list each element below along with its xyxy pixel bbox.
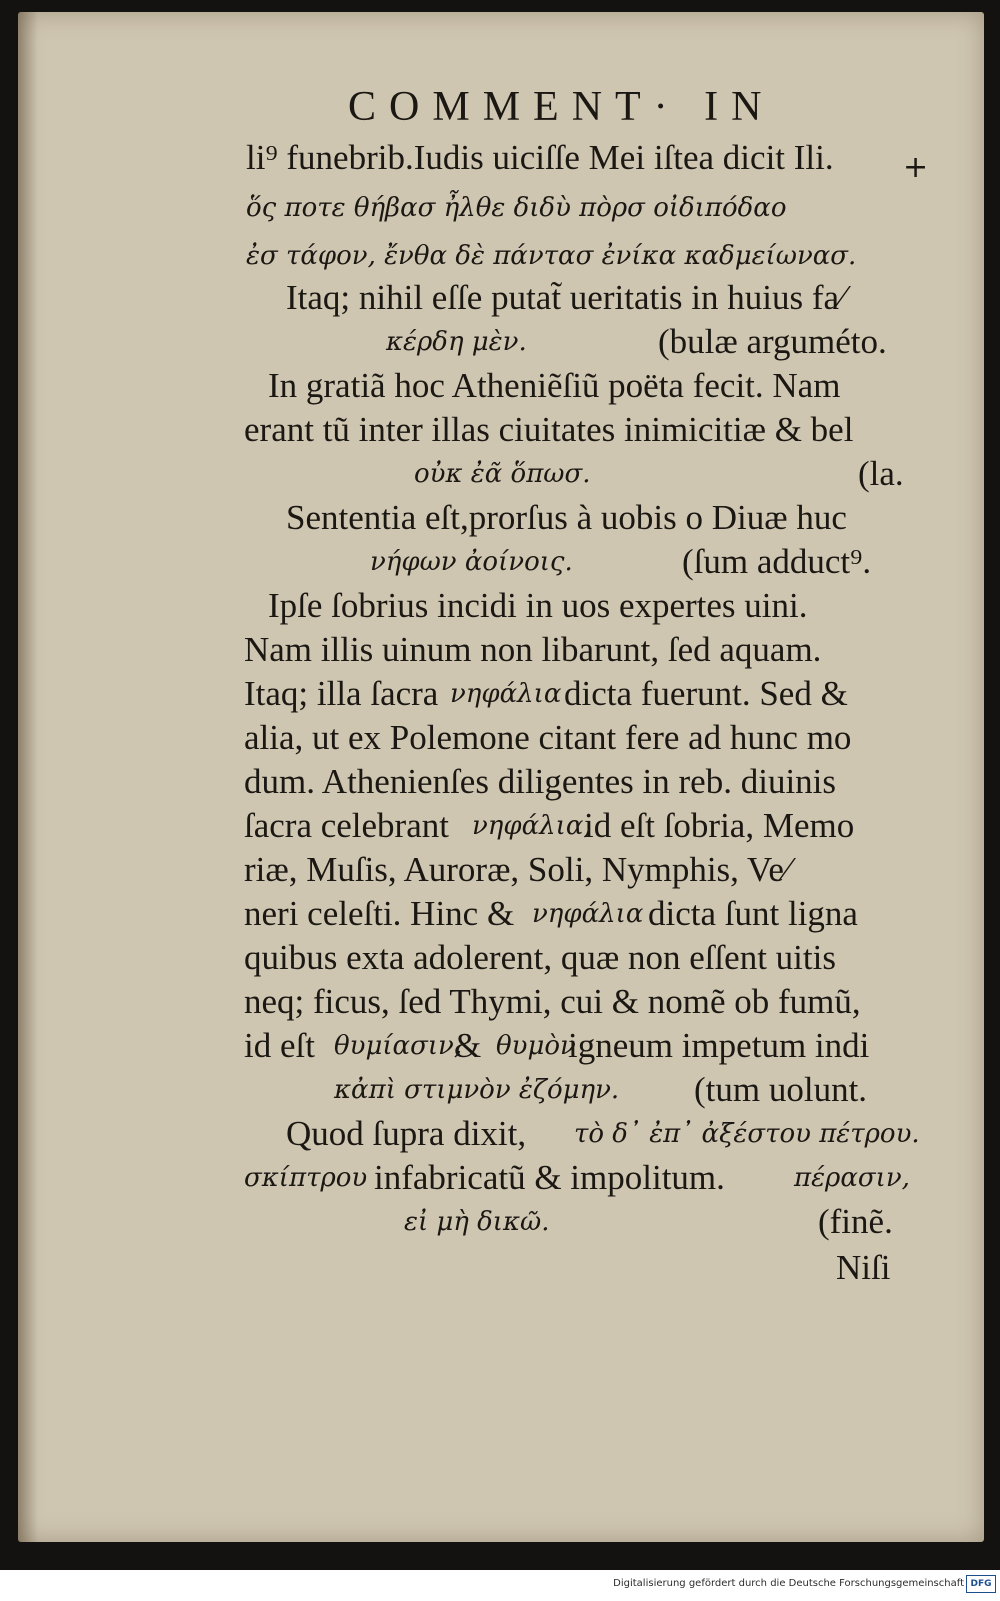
text-line — [18, 1070, 984, 1110]
greek-text: πέρασιν, — [794, 1163, 910, 1193]
line-text: dicta fuerunt. Sed & — [564, 674, 848, 713]
line-text: dicta ſunt ligna — [648, 894, 858, 933]
line-text: Nam illis uinum non libarunt, ſed aquam. — [244, 630, 822, 669]
greek-text: νηφάλια — [450, 679, 562, 709]
line-text: neri celeſti. Hinc & — [244, 894, 515, 933]
text-line — [18, 674, 984, 714]
greek-text: κέρδη μὲν. — [386, 327, 527, 357]
line-text: Itaq; illa ſacra — [244, 674, 439, 713]
catchword — [18, 1248, 984, 1288]
greek-text: νήφων ἀοίνοις. — [370, 547, 573, 577]
greek-text: νηφάλια, — [472, 811, 592, 841]
text-line — [18, 1026, 984, 1066]
greek-text: οὐκ ἐᾶ ὅπωσ. — [414, 459, 591, 489]
catchword-text: Niſi — [836, 1248, 891, 1287]
book-page — [18, 12, 984, 1542]
text-line — [18, 1202, 984, 1242]
dfg-logo: DFG — [966, 1575, 996, 1593]
greek-text: ὅς ποτε θήβασ ἦλθε διδὺ πὸρσ οἰδιπόδαο — [246, 193, 787, 223]
text-line — [18, 542, 984, 582]
text-line — [18, 806, 984, 846]
line-text: quibus exta adolerent, quæ non eſſent uitis — [244, 938, 836, 977]
footer-bar — [0, 1570, 1000, 1601]
greek-text: θυμὸν — [496, 1031, 576, 1061]
text-line — [18, 938, 984, 978]
line-text: igneum impetum indi — [568, 1026, 870, 1065]
text-line — [18, 236, 984, 276]
line-text: (ſum adduct⁹. — [682, 542, 872, 581]
line-text: Ipſe ſobrius incidi in uos expertes uini. — [268, 586, 808, 625]
text-line — [18, 188, 984, 228]
text-line — [18, 982, 984, 1022]
greek-text: ἐσ τάφον, ἔνθα δὲ πάντασ ἐνίκα καδμείωνασ. — [246, 241, 857, 271]
text-line — [18, 454, 984, 494]
greek-text: νηφάλια — [532, 899, 644, 929]
text-line — [18, 138, 984, 178]
line-text: (finẽ. — [818, 1202, 893, 1241]
text-line — [18, 366, 984, 406]
line-text: neq; ficus, ſed Thymi, cui & nomẽ ob fumũ, — [244, 982, 861, 1021]
text-line — [18, 410, 984, 450]
line-text: Sententia eſt,prorſus à uobis o Diuæ huc — [286, 498, 847, 537]
line-text: riæ, Muſis, Auroræ, Soli, Nymphis, Ve⁄ — [244, 850, 790, 889]
line-text: In gratiã hoc Atheniẽſiũ poëta fecit. Nam — [268, 366, 841, 405]
text-line — [18, 498, 984, 538]
funding-credit: Digitalisierung gefördert durch die Deutsche Forschungsgemeinschaft — [613, 1578, 964, 1589]
text-line — [18, 1158, 984, 1198]
line-text: li⁹ funebrib.Iudis uiciſſe Mei iſtea dicit Ili. — [246, 138, 834, 177]
line-text: id eſt — [244, 1026, 315, 1065]
greek-text: θυμίασιν, — [334, 1031, 463, 1061]
line-text: (bulæ arguméto. — [658, 322, 887, 361]
text-line — [18, 278, 984, 318]
text-line — [18, 1114, 984, 1154]
marginal-mark: + — [903, 150, 929, 185]
text-line — [18, 894, 984, 934]
text-line — [18, 630, 984, 670]
greek-text: σκίπτρου — [244, 1163, 368, 1193]
line-text: Itaq; nihil eſſe putat̃ ueritatis in huius fa⁄ — [286, 278, 845, 317]
line-text: erant tũ inter illas ciuitates inimicitiæ & bel — [244, 410, 854, 449]
line-text: & — [454, 1026, 482, 1065]
text-line — [18, 762, 984, 802]
text-line — [18, 322, 984, 362]
line-text: (tum uolunt. — [694, 1070, 868, 1109]
greek-text: εἰ μὴ δικῶ. — [404, 1207, 550, 1237]
line-text: ſacra celebrant — [244, 806, 449, 845]
line-text: (la. — [858, 454, 904, 493]
text-line — [18, 718, 984, 758]
line-text: dum. Athenienſes diligentes in reb. diuinis — [244, 762, 837, 801]
running-head: COMMENT· IN — [348, 84, 775, 130]
line-text: Quod ſupra dixit, — [286, 1114, 527, 1153]
text-line — [18, 850, 984, 890]
line-text: infabricatũ & impolitum. — [374, 1158, 725, 1197]
greek-text: τὸ δ᾽ ἐπ᾽ ἀξέστου πέτρου. — [574, 1119, 920, 1149]
text-line — [18, 586, 984, 626]
line-text: id eſt ſobria, Memo — [584, 806, 855, 845]
greek-text: κἀπὶ στιμνὸν ἐζόμην. — [334, 1075, 620, 1105]
line-text: alia, ut ex Polemone citant fere ad hunc mo — [244, 718, 852, 757]
